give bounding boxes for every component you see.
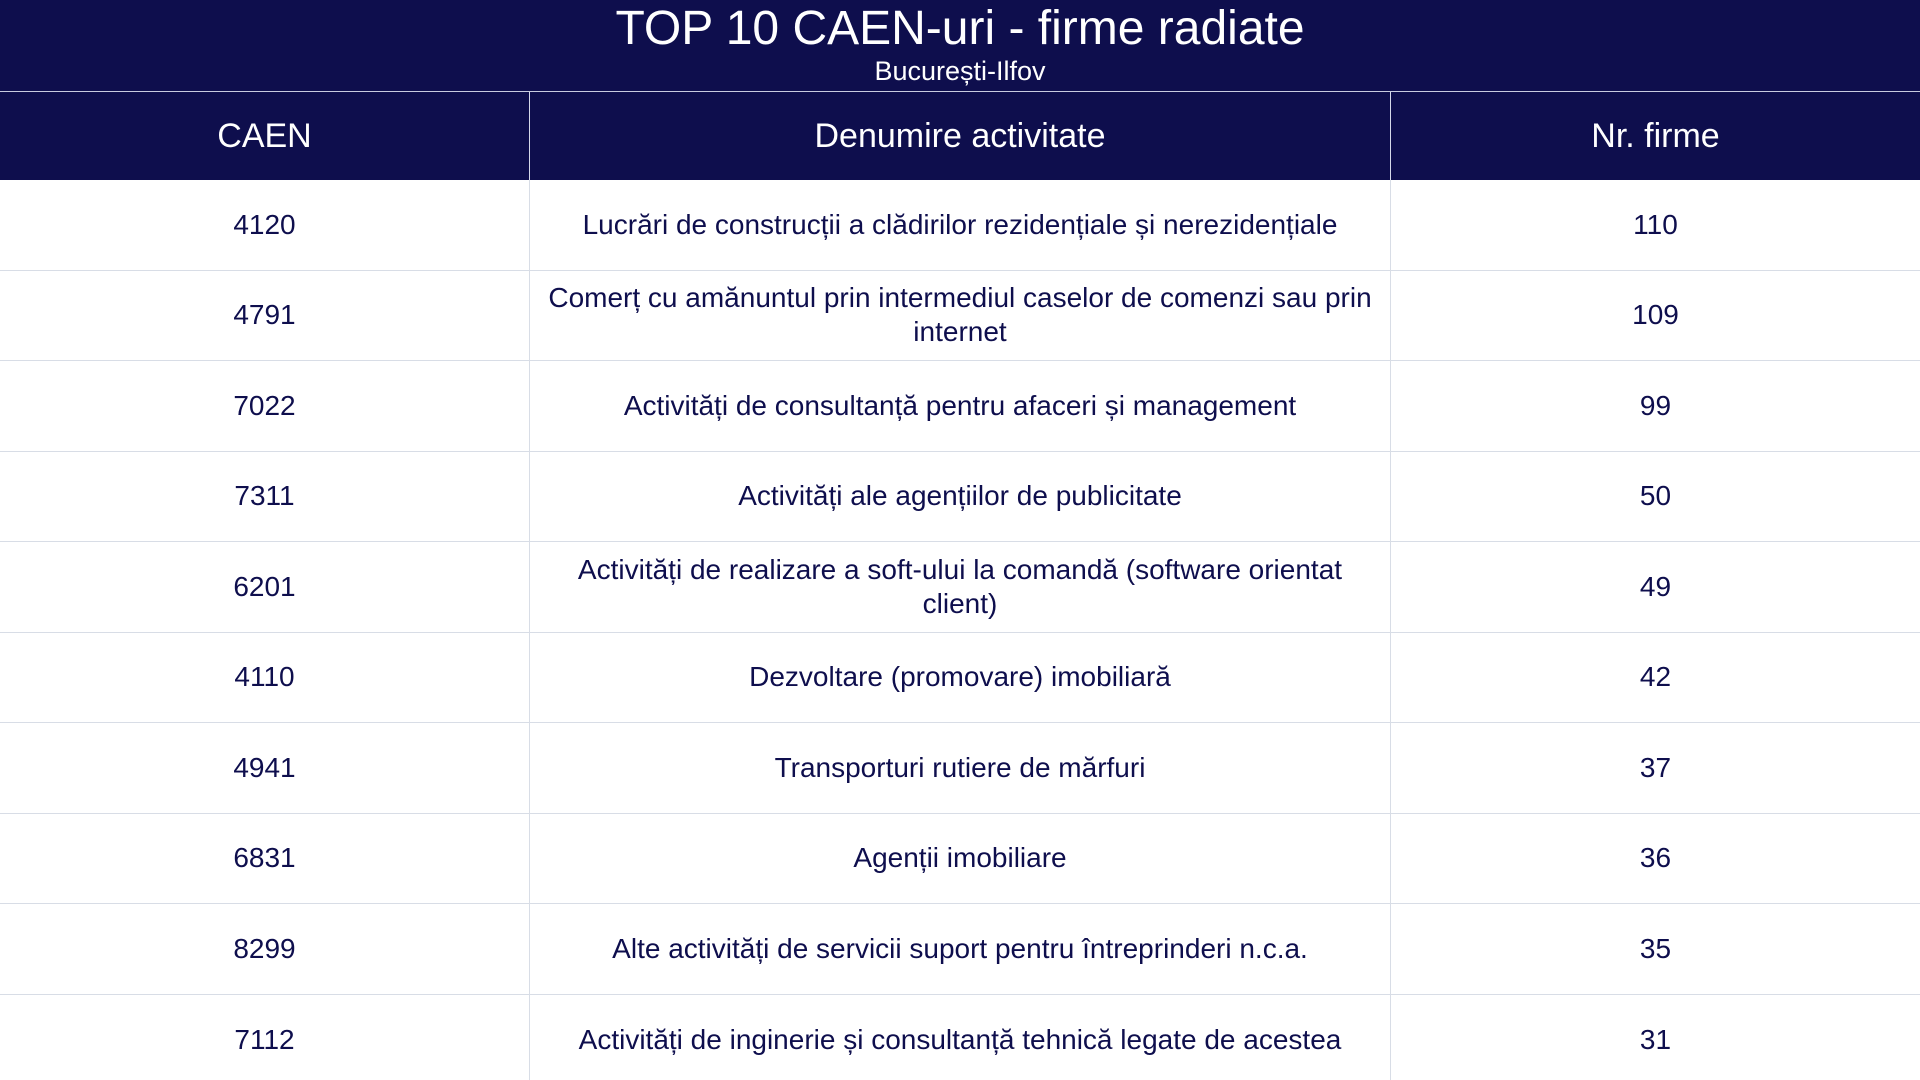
cell-name: Activități de consultanță pentru afaceri și management <box>530 361 1391 451</box>
table-row <box>0 723 1920 814</box>
table-row <box>0 814 1920 905</box>
cell-caen: 8299 <box>0 904 530 994</box>
column-header-name: Denumire activitate <box>530 92 1391 180</box>
cell-caen: 4941 <box>0 723 530 813</box>
table-row <box>0 633 1920 724</box>
cell-name: Comerț cu amănuntul prin intermediul caselor de comenzi sau prin internet <box>530 271 1391 361</box>
cell-name: Activități de realizare a soft-ului la comandă (software orientat client) <box>530 542 1391 632</box>
table-row <box>0 361 1920 452</box>
table-row <box>0 995 1920 1080</box>
cell-name: Alte activități de servicii suport pentru întreprinderi n.c.a. <box>530 904 1391 994</box>
cell-count: 50 <box>1639 480 1672 512</box>
title-bar <box>0 0 1920 91</box>
cell-caen: 6831 <box>0 814 530 904</box>
cell-count: 42 <box>1639 661 1672 693</box>
page-title: TOP 10 CAEN-uri - firme radiate <box>615 2 1305 55</box>
cell-name: Transporturi rutiere de mărfuri <box>530 723 1391 813</box>
cell-caen: 4791 <box>0 271 530 361</box>
cell-count: 49 <box>1639 570 1672 602</box>
column-header-caen: CAEN <box>0 92 530 180</box>
cell-caen: 6201 <box>0 542 530 632</box>
cell-name: Activități de inginerie și consultanță tehnică legate de acestea <box>530 995 1391 1080</box>
cell-count: 99 <box>1639 389 1672 421</box>
cell-count: 37 <box>1639 751 1672 783</box>
cell-count: 109 <box>1632 299 1679 331</box>
cell-name: Activități ale agențiilor de publicitate <box>530 452 1391 542</box>
column-header-count: Nr. firme <box>1591 116 1720 155</box>
cell-caen: 4110 <box>0 633 530 723</box>
table-row <box>0 904 1920 995</box>
cell-count: 35 <box>1639 932 1672 964</box>
cell-name: Dezvoltare (promovare) imobiliară <box>530 633 1391 723</box>
cell-name: Lucrări de construcții a clădirilor rezidențiale și nerezidențiale <box>530 180 1391 270</box>
table-row <box>0 271 1920 362</box>
cell-caen: 4120 <box>0 180 530 270</box>
cell-count: 31 <box>1639 1023 1672 1055</box>
cell-caen: 7112 <box>0 995 530 1080</box>
page-subtitle: București-Ilfov <box>874 56 1046 86</box>
table-body <box>0 180 1920 1080</box>
table-row <box>0 180 1920 271</box>
cell-caen: 7022 <box>0 361 530 451</box>
cell-caen: 7311 <box>0 452 530 542</box>
cell-name: Agenții imobiliare <box>530 814 1391 904</box>
cell-count: 36 <box>1639 842 1672 874</box>
table-row <box>0 542 1920 633</box>
table-header <box>0 91 1920 180</box>
cell-count: 110 <box>1633 208 1678 240</box>
table-row <box>0 452 1920 543</box>
